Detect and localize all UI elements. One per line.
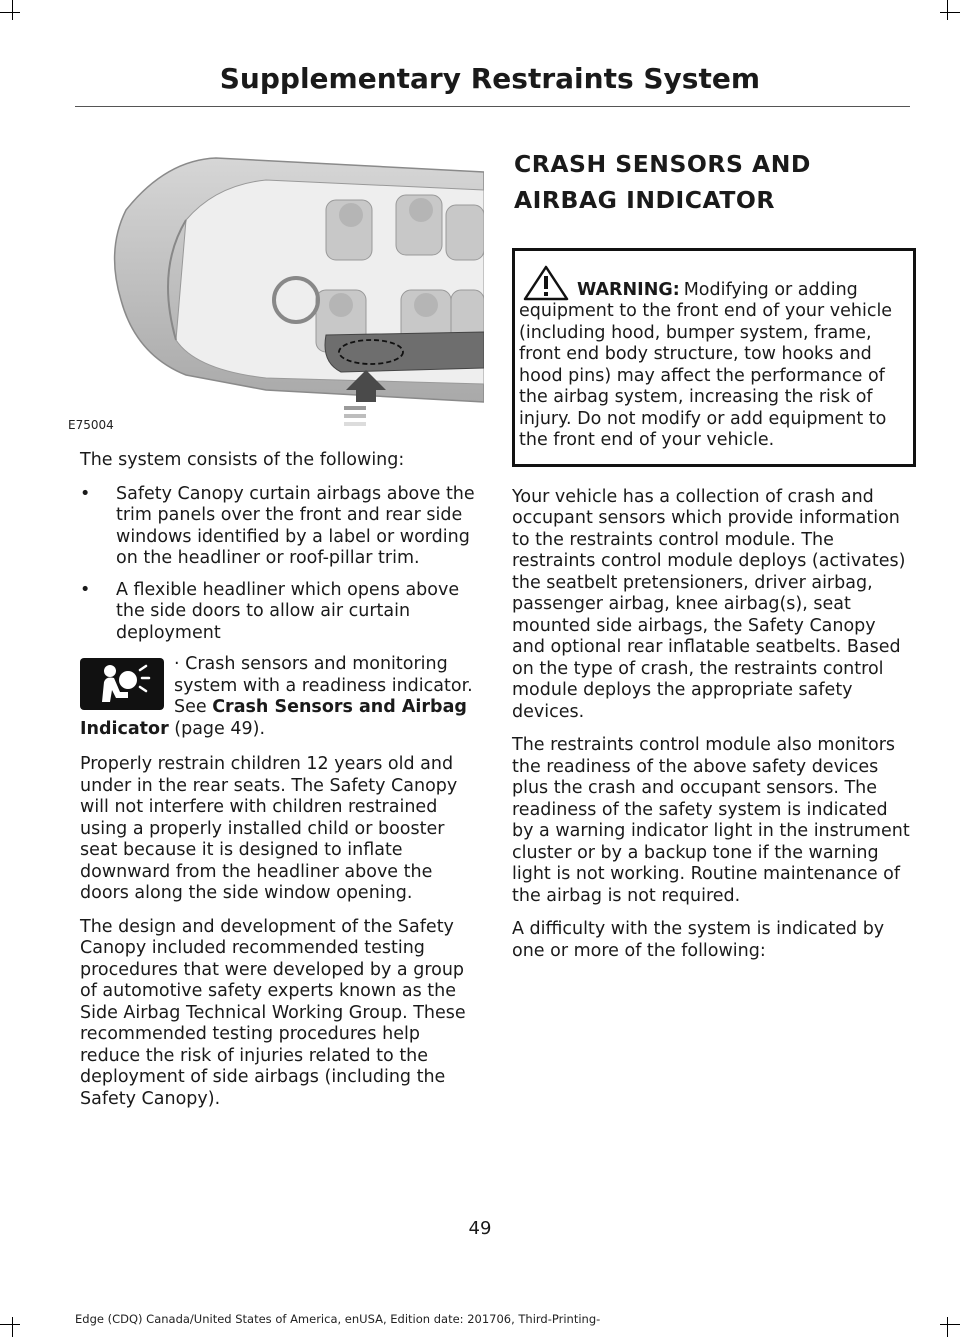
crop-mark	[12, 1317, 13, 1337]
indicator-text: · Crash sensors and monitoring system with a readiness indicator. See	[174, 654, 473, 717]
vehicle-safety-canopy-illustration	[66, 140, 484, 438]
bullet-marker: •	[80, 579, 91, 600]
monitoring-paragraph: The restraints control module also monitors the readiness of the above safety devices plus the crash and occupant sensors. The readiness of the safety system is indicated by a warning indicator light in the instrument cluster or by a backup tone if the warning light is not working. Routine maintenance of the airbag is not required.	[512, 735, 910, 906]
component-list	[80, 484, 480, 645]
crop-mark	[947, 0, 948, 20]
section-title: CRASH SENSORS AND AIRBAG INDICATOR	[514, 150, 811, 214]
child-restraint-paragraph: Properly restrain children 12 years old and under in the rear seats. The Safety Canopy will not interfere with children restrained using a properly installed child or booster seat because it is designed to inflate downward from the headliner above the doors along the side window opening.	[80, 754, 458, 903]
list-item: • A flexible headliner which opens above the side doors to allow air curtain deployment	[80, 579, 460, 643]
bullet-marker: •	[80, 483, 91, 504]
testing-paragraph: The design and development of the Safety Canopy included recommended testing procedures that were developed by a group of automotive safety experts known as the Side Airbag Technical Working Group. These recommended testing procedures help reduce the risk of injuries related to the deployment of side airbags (including the Safety Canopy).	[80, 916, 466, 1109]
difficulty-paragraph: A difficulty with the system is indicated by one or more of the following:	[512, 919, 885, 961]
crop-mark	[12, 0, 13, 20]
crop-mark	[0, 1324, 20, 1325]
crop-mark	[940, 1324, 960, 1325]
page-number: 49	[468, 1218, 492, 1239]
page-reference: (page 49).	[168, 718, 266, 739]
header-rule	[75, 106, 910, 107]
crop-mark	[947, 1317, 948, 1337]
list-item: • Safety Canopy curtain airbags above the trim panels over the front and rear side windows identified by a label or wording on the headliner or roof-pillar trim.	[80, 483, 475, 568]
warning-text: equipment to the front end of your vehicle (including hood, bumper system, frame, front end body structure, tow hooks and hood pins) may affect the performance of the airbag system, increasing the risk of injury. Do not modify or add equipment to the front end of your vehicle.	[519, 301, 893, 450]
intro-text: The system consists of the following:	[80, 450, 405, 470]
crop-mark	[940, 12, 960, 13]
sensors-paragraph: Your vehicle has a collection of crash and occupant sensors which provide information to the restraints control module. The restraints control module deploys (activates) the seatbelt pretensioners, driver airbag, passenger airbag, knee airbag(s), seat mounted side airbags, the Safety Canopy and optional rear inflatable seatbelts. Based on the type of crash, the restraints control module deploys the appropriate safety devices.	[512, 486, 906, 722]
cross-reference-link[interactable]: Crash Sensors and Airbag Indicator	[80, 697, 467, 739]
page-header-title: Supplementary Restraints System	[219, 62, 760, 95]
warning-triangle-icon	[523, 265, 569, 301]
airbag-indicator-note	[80, 654, 480, 740]
crop-mark	[0, 12, 20, 13]
figure-id: E75004	[68, 418, 114, 432]
footer-text: Edge (CDQ) Canada/United States of America, enUSA, Edition date: 201706, Third-Printing-	[75, 1312, 601, 1326]
right-column	[512, 140, 912, 974]
airbag-warning-icon	[80, 658, 164, 710]
left-column	[80, 450, 480, 1122]
warning-label: WARNING:	[577, 279, 680, 300]
warning-lead: Modifying or adding	[683, 279, 858, 300]
warning-box	[512, 248, 916, 467]
